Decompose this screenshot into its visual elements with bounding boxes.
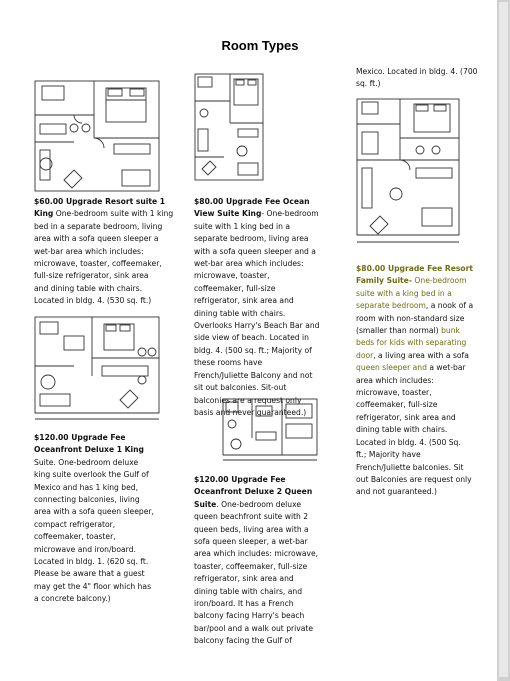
room-line: Overlooks Harry's Beach Bar and: [194, 321, 320, 331]
room-line: basis and never guaranteed.): [194, 407, 307, 417]
room-heading: Family Suite-: [356, 276, 412, 286]
room-line: door: [356, 350, 374, 360]
page-title: Room Types: [221, 38, 299, 53]
room-line: dining table with chairs, and: [194, 586, 303, 596]
floor-plan-oceanfront-deluxe-king: [34, 316, 160, 426]
room-heading: Suite: [194, 499, 217, 509]
room-line: Please be aware that a guest: [34, 569, 145, 579]
room-line: a concrete balcony.): [34, 594, 111, 604]
room-line: with a sofa queen sleeper and a: [194, 246, 316, 256]
room-line: One-bedroom suite with 1 king: [55, 209, 174, 219]
floor-plan-resort-family-suite: [356, 98, 460, 248]
room-description-oceanfront-deluxe-2-queen: [194, 474, 318, 648]
room-line: French/Juliette Balcony and not: [194, 370, 313, 380]
room-heading: Oceanfront Deluxe 1 King: [34, 445, 144, 455]
room-line: connecting balconies, living: [34, 495, 140, 505]
room-heading: View Suite King: [194, 209, 262, 219]
room-line: side view of beach. Located in: [194, 333, 309, 343]
room-line: refrigerator, sink area and: [194, 296, 294, 306]
room-line: ft.; Majority have: [356, 450, 421, 460]
room-line: suite with a king bed in a: [356, 288, 452, 298]
room-line: queen beachfront suite with 2: [194, 512, 309, 522]
room-line: and not guaranteed.): [356, 487, 437, 497]
room-heading: $120.00 Upgrade Fee: [34, 433, 126, 442]
room-line: bar/pool and a walk out private: [194, 623, 314, 633]
room-line: , a living area with a sofa: [373, 350, 469, 360]
room-line: Located in bldg. 4. (500 Sq.: [356, 437, 461, 447]
room-description-ocean-view-suite: [194, 196, 319, 419]
room-line: compact refrigerator,: [34, 519, 116, 529]
room-line: suite with 1 king bed in a: [194, 221, 290, 231]
room-line: (smaller than normal): [356, 326, 442, 336]
room-description-oceanfront-deluxe-king: [34, 432, 154, 606]
room-line: balcony facing the Gulf of: [194, 636, 292, 646]
room-heading: $120.00 Upgrade Fee: [194, 475, 286, 484]
floor-plan-ocean-view-suite: [194, 73, 264, 181]
room-line: refrigerator, sink area and: [194, 574, 294, 584]
room-line: area which includes: microwave,: [194, 549, 319, 559]
room-line: balconies are a request only: [194, 395, 302, 405]
room-description-continued: [356, 66, 478, 91]
room-heading: Oceanfront Deluxe 2 Queen: [194, 487, 313, 497]
room-line: refrigerator, sink area and: [356, 412, 456, 422]
room-line: area which includes:: [356, 375, 434, 385]
room-line: coffeemaker, full-size: [194, 283, 276, 293]
room-line: coffeemaker, full-size: [356, 400, 438, 410]
room-line: king suite overlook the Gulf of: [34, 470, 149, 480]
room-line: toaster, coffeemaker, full-size: [194, 561, 308, 571]
room-line: - One-bedroom: [261, 209, 319, 219]
room-line: out Balconies are request only: [356, 474, 472, 484]
room-line: Mexico. Located in bldg. 4. (700: [356, 67, 478, 76]
room-description-resort-family-suite: [356, 263, 473, 499]
room-line: separate bedroom: [356, 301, 426, 311]
room-line: queen sleeper and: [356, 363, 427, 373]
room-line: . One-bedroom deluxe: [216, 499, 302, 509]
room-line: queen beds, living area with a: [194, 524, 309, 534]
room-line: may get the 4" floor which has: [34, 581, 152, 591]
room-line: bed in a separate bedroom, living: [34, 221, 163, 231]
room-line: One-bedroom: [412, 276, 467, 286]
room-line: bldg. 4. (500 sq. ft.; Majority of: [194, 345, 312, 355]
room-line: coffeemaker, toaster,: [34, 532, 116, 542]
room-line: , a nook of a: [425, 301, 474, 311]
room-line: Suite. One-bedroom deluxe: [34, 457, 139, 467]
room-line: sq. ft.): [356, 79, 381, 89]
room-line: dining table with chairs.: [356, 425, 448, 435]
room-description-resort-suite: $60.00 Upgrade Resort suite 1 King One-bedroom suite with 1 king bed in a separate bedroom, living area with a sofa queen sleeper a wet-bar area which includes: microwave, toaster, coffeemaker, full-size refrigerator, sink area and dining table with chairs. Located in bldg. 4. (530 sq. ft.): [34, 196, 173, 308]
room-line: sofa queen sleeper, a wet-bar: [194, 537, 308, 547]
room-line: full-size refrigerator, sink area: [34, 271, 149, 281]
room-line: balcony facing Harry's beach: [194, 611, 305, 621]
floor-plan-resort-suite: [34, 80, 160, 192]
room-line: French/Juliette balconies. Sit: [356, 462, 464, 472]
vertical-scrollbar[interactable]: [497, 0, 510, 681]
room-line: these rooms have: [194, 358, 263, 368]
room-line: dining table with chairs.: [194, 308, 286, 318]
room-line: iron/board. It has a French: [194, 599, 294, 609]
room-line: room with non-standard size: [356, 313, 465, 323]
room-heading: $80.00 Upgrade Fee Ocean: [194, 197, 310, 206]
room-line: microwave, toaster,: [356, 388, 432, 398]
scrollbar-thumb[interactable]: [499, 2, 508, 677]
room-line: Located in bldg. 1. (620 sq. ft.: [34, 557, 149, 567]
room-line: beds for kids with separating: [356, 338, 467, 348]
room-line: wet-bar area which includes:: [34, 246, 144, 256]
room-line: area with a sofa queen sleeper,: [34, 507, 154, 517]
room-line: microwave, toaster, coffeemaker,: [34, 259, 162, 269]
room-line: separate bedroom, living area: [194, 234, 309, 244]
room-line: sit out balconies. Sit-out: [194, 383, 287, 393]
room-line: bunk: [441, 326, 460, 336]
room-line: and dining table with chairs.: [34, 283, 143, 293]
room-line: Located in bldg. 4. (530 sq. ft.): [34, 296, 152, 306]
room-line: a wet-bar: [426, 363, 466, 373]
room-line: wet-bar area which includes:: [194, 259, 304, 269]
room-line: microwave and iron/board.: [34, 544, 136, 554]
room-heading: $60.00 Upgrade Resort suite 1: [34, 197, 166, 206]
room-line: Mexico and has 1 king bed,: [34, 482, 138, 492]
room-line: microwave, toaster,: [194, 271, 270, 281]
room-heading: $80.00 Upgrade Fee Resort: [356, 264, 474, 273]
room-line: area with a sofa queen sleeper a: [34, 234, 159, 244]
